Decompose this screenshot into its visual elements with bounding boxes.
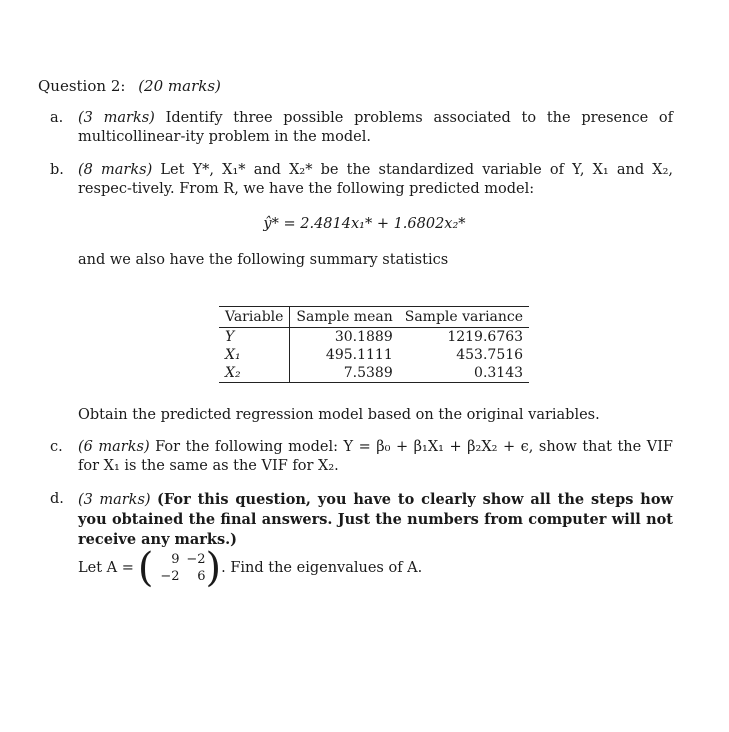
part-d-matrix-line <box>78 546 422 590</box>
matrix-a <box>154 551 206 585</box>
part-c-marks: (6 marks) <box>78 439 150 455</box>
part-c-label: c. <box>50 439 63 455</box>
part-d-label: d. <box>50 491 64 507</box>
part-a <box>50 109 675 149</box>
matrix-entry: 9 <box>171 552 180 567</box>
part-a-marks: (3 marks) <box>78 110 155 126</box>
matrix-entry: 6 <box>197 569 206 584</box>
part-b-text-block <box>78 161 673 199</box>
header-sample-mean: Sample mean <box>290 307 399 328</box>
question-title: Question 2: <box>38 77 126 95</box>
question-heading <box>38 77 221 96</box>
cell-variance: 0.3143 <box>474 365 524 381</box>
summary-statistics-table <box>219 306 529 383</box>
part-b-text: Let Y*, X₁* and X₂* be the standardized variable of Y, X₁ and X₂, respec-tively. From R, we have the following predicted model: <box>78 162 674 197</box>
table-header-row <box>219 307 529 328</box>
question-marks: (20 marks) <box>138 77 221 95</box>
cell-variable: X₁ <box>219 346 290 364</box>
part-d-task: . Find the eigenvalues of A. <box>221 559 423 576</box>
part-b-task: Obtain the predicted regression model based on the original variables. <box>78 407 600 423</box>
part-a-label: a. <box>50 110 64 126</box>
part-d <box>50 490 675 550</box>
matrix-entry: −2 <box>186 552 206 567</box>
cell-variance: 1219.6763 <box>447 329 524 345</box>
table-row <box>219 346 529 364</box>
part-c-text: For the following model: Y = β₀ + β₁X₁ + β₂X₂ + ϵ, show that the VIF for X₁ is the same as the VIF for X₂. <box>78 439 673 474</box>
cell-variable: Y <box>219 328 290 347</box>
part-d-instructions: (For this question, you have to clearly show all the steps how you obtained the final answers. Just the numbers from computer will not receive any marks.) <box>78 491 674 548</box>
predicted-model-equation: ŷ* = 2.4814x₁* + 1.6802x₂* <box>263 216 466 232</box>
matrix-entry: −2 <box>160 569 180 584</box>
part-b-label: b. <box>50 162 64 178</box>
table-row <box>219 328 529 347</box>
part-a-text: Identify three possible problems associated to the presence of multicollinear-ity problem in the model. <box>78 110 674 145</box>
part-c <box>50 438 675 478</box>
part-b-marks: (8 marks) <box>78 162 153 178</box>
cell-variable: X₂ <box>219 364 290 383</box>
part-b <box>50 161 675 201</box>
left-paren: ( <box>137 545 154 591</box>
cell-mean: 30.1889 <box>334 329 393 345</box>
part-d-marks: (3 marks) <box>78 492 151 508</box>
right-paren: ) <box>205 545 222 591</box>
part-c-text-block <box>78 438 673 476</box>
header-sample-variance: Sample variance <box>399 307 529 328</box>
cell-mean: 495.1111 <box>325 347 393 363</box>
header-variable: Variable <box>219 307 290 328</box>
cell-variance: 453.7516 <box>456 347 524 363</box>
table-row <box>219 364 529 383</box>
part-d-text-block <box>78 490 673 550</box>
part-a-text-block <box>78 109 673 147</box>
summary-intro: and we also have the following summary statistics <box>78 252 449 268</box>
cell-mean: 7.5389 <box>343 365 393 381</box>
let-a-prefix: Let A = <box>78 559 134 576</box>
